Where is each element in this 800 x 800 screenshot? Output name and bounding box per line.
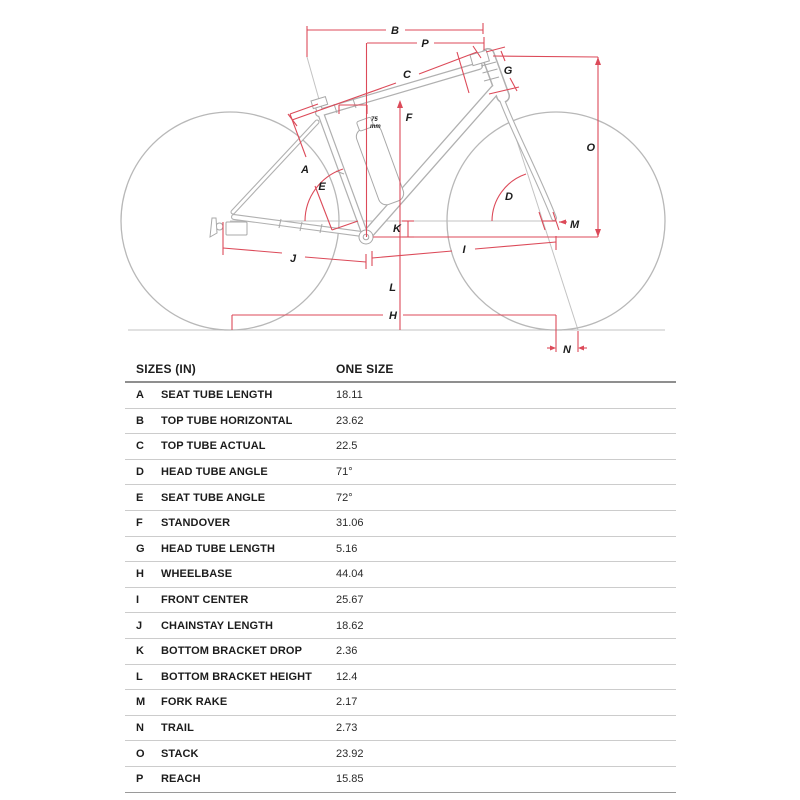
dim-label-l: L xyxy=(389,282,396,294)
size-row-name: REACH xyxy=(161,773,201,786)
size-row-name: SEAT TUBE LENGTH xyxy=(161,389,273,402)
size-row-name: SEAT TUBE ANGLE xyxy=(161,491,266,504)
size-row-value: 25.67 xyxy=(336,594,364,607)
size-row-letter: A xyxy=(136,389,145,402)
dim-label-h: H xyxy=(389,310,397,322)
size-row-value: 18.62 xyxy=(336,619,364,632)
size-row-name: HEAD TUBE LENGTH xyxy=(161,542,276,555)
size-row-letter: J xyxy=(136,619,143,632)
size-chart-table xyxy=(125,357,676,793)
size-row-letter: F xyxy=(136,517,143,530)
size-row xyxy=(125,767,676,793)
size-row-name: TRAIL xyxy=(161,722,194,735)
size-row xyxy=(125,716,676,742)
size-row xyxy=(125,741,676,767)
size-row-name: STACK xyxy=(161,747,199,760)
table-header-sizes: SIZES (IN) xyxy=(136,362,197,376)
size-row-name: WHEELBASE xyxy=(161,568,233,581)
dim-label-n: N xyxy=(563,344,571,356)
size-row-letter: E xyxy=(136,491,144,504)
size-row-name: STANDOVER xyxy=(161,517,231,530)
size-row-value: 22.5 xyxy=(336,440,358,453)
spacer-note-value: 75 xyxy=(371,117,378,123)
size-row xyxy=(125,485,676,511)
size-row-letter: H xyxy=(136,568,145,581)
size-row-letter: O xyxy=(136,747,145,760)
size-row-name: HEAD TUBE ANGLE xyxy=(161,466,268,479)
size-row-name: CHAINSTAY LENGTH xyxy=(161,619,274,632)
size-chart-rows xyxy=(125,383,676,793)
size-row-letter: C xyxy=(136,440,145,453)
size-row xyxy=(125,588,676,614)
dim-label-e: E xyxy=(318,181,326,193)
size-row-value: 2.36 xyxy=(336,645,358,658)
size-row-value: 23.92 xyxy=(336,747,364,760)
size-row-name: TOP TUBE ACTUAL xyxy=(161,440,266,453)
dim-label-o: O xyxy=(586,142,595,154)
size-row-letter: K xyxy=(136,645,145,658)
dim-label-m: M xyxy=(570,219,580,231)
size-row-letter: G xyxy=(136,542,145,555)
size-row xyxy=(125,690,676,716)
size-row-value: 31.06 xyxy=(336,517,364,530)
frame-core xyxy=(233,55,554,237)
dim-label-i: I xyxy=(462,244,466,256)
size-row-value: 2.73 xyxy=(336,722,358,735)
spacer-note-unit: mm xyxy=(370,124,381,130)
dim-label-j: J xyxy=(289,253,297,265)
size-row-name: BOTTOM BRACKET DROP xyxy=(161,645,303,658)
size-row xyxy=(125,460,676,486)
dim-label-f: F xyxy=(405,112,413,124)
size-row-value: 71° xyxy=(336,466,353,479)
size-row xyxy=(125,613,676,639)
size-row xyxy=(125,434,676,460)
size-row-name: FRONT CENTER xyxy=(161,594,249,607)
size-row-name: TOP TUBE HORIZONTAL xyxy=(161,414,293,427)
size-row-value: 23.62 xyxy=(336,414,364,427)
size-row-name: BOTTOM BRACKET HEIGHT xyxy=(161,670,313,683)
size-row-value: 18.11 xyxy=(336,389,363,402)
dim-label-p: P xyxy=(421,38,429,50)
size-row xyxy=(125,537,676,563)
dim-label-c: C xyxy=(403,69,411,81)
size-row-value: 44.04 xyxy=(336,568,364,581)
size-row-letter: P xyxy=(136,773,144,786)
size-row-letter: L xyxy=(136,670,143,683)
size-chart-header xyxy=(125,357,676,383)
derailleur-hanger xyxy=(210,218,217,237)
size-row xyxy=(125,409,676,435)
size-row-name: FORK RAKE xyxy=(161,696,228,709)
size-row-value: 72° xyxy=(336,491,353,504)
size-row-letter: D xyxy=(136,466,145,479)
size-row-letter: B xyxy=(136,414,145,427)
size-row-value: 5.16 xyxy=(336,542,358,555)
dim-label-a: A xyxy=(301,164,309,176)
table-header-one-size: ONE SIZE xyxy=(336,362,394,376)
size-row xyxy=(125,639,676,665)
dim-label-g: G xyxy=(503,65,513,77)
size-row-letter: N xyxy=(136,722,145,735)
dim-label-b: B xyxy=(391,25,399,37)
size-row-letter: M xyxy=(136,696,146,709)
size-row xyxy=(125,665,676,691)
bike-geometry-diagram xyxy=(0,0,800,358)
seat-collar xyxy=(311,97,328,109)
size-row-letter: I xyxy=(136,594,140,607)
size-row xyxy=(125,383,676,409)
dim-label-k: K xyxy=(393,223,401,235)
dim-label-d: D xyxy=(505,191,513,203)
size-row-value: 2.17 xyxy=(336,696,358,709)
size-row-value: 12.4 xyxy=(336,670,358,683)
rear-dropout-plate xyxy=(226,222,247,235)
size-row xyxy=(125,511,676,537)
size-row-value: 15.85 xyxy=(336,773,364,786)
size-row xyxy=(125,562,676,588)
